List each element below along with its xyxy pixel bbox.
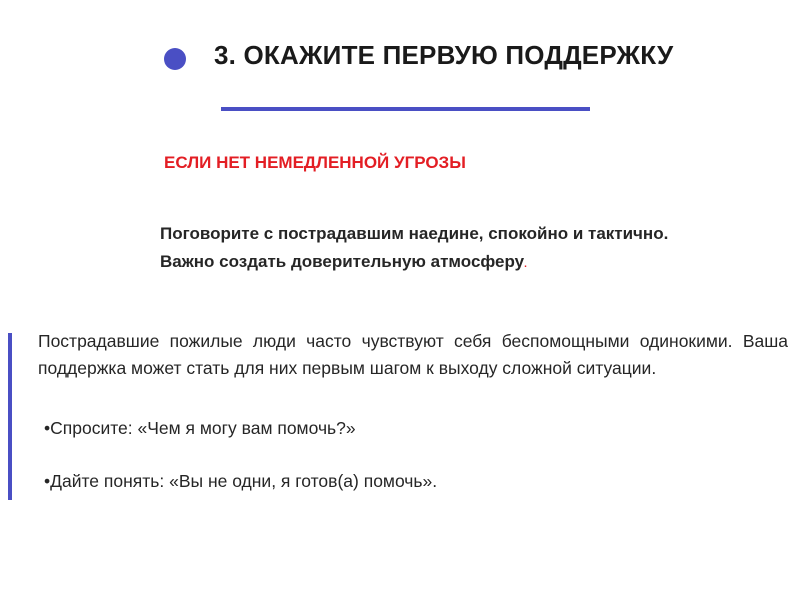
list-item: •Дайте понять: «Вы не одни, я готов(а) помочь». [44, 471, 438, 491]
lead-paragraph [160, 220, 720, 279]
section-subtitle: ЕСЛИ НЕТ НЕМЕДЛЕННОЙ УГРОЗЫ [164, 153, 466, 172]
lead-trailing-mark: . [524, 259, 527, 270]
title-underline [221, 107, 590, 111]
page-title: 3. ОКАЖИТЕ ПЕРВУЮ ПОДДЕРЖКУ [214, 40, 674, 70]
body-paragraph: Пострадавшие пожилые люди часто чувствуют себя беспомощными одинокими. Ваша поддержка может стать для них первым шагом к выходу сложной ситуации. [38, 331, 788, 378]
list-item: •Спросите: «Чем я могу вам помочь?» [44, 418, 356, 438]
title-bullet-dot [164, 48, 186, 70]
quote-accent-bar [8, 333, 12, 500]
lead-text: Поговорите с пострадавшим наедине, спокойно и тактично. Важно создать доверительную атмосферу [160, 224, 669, 271]
